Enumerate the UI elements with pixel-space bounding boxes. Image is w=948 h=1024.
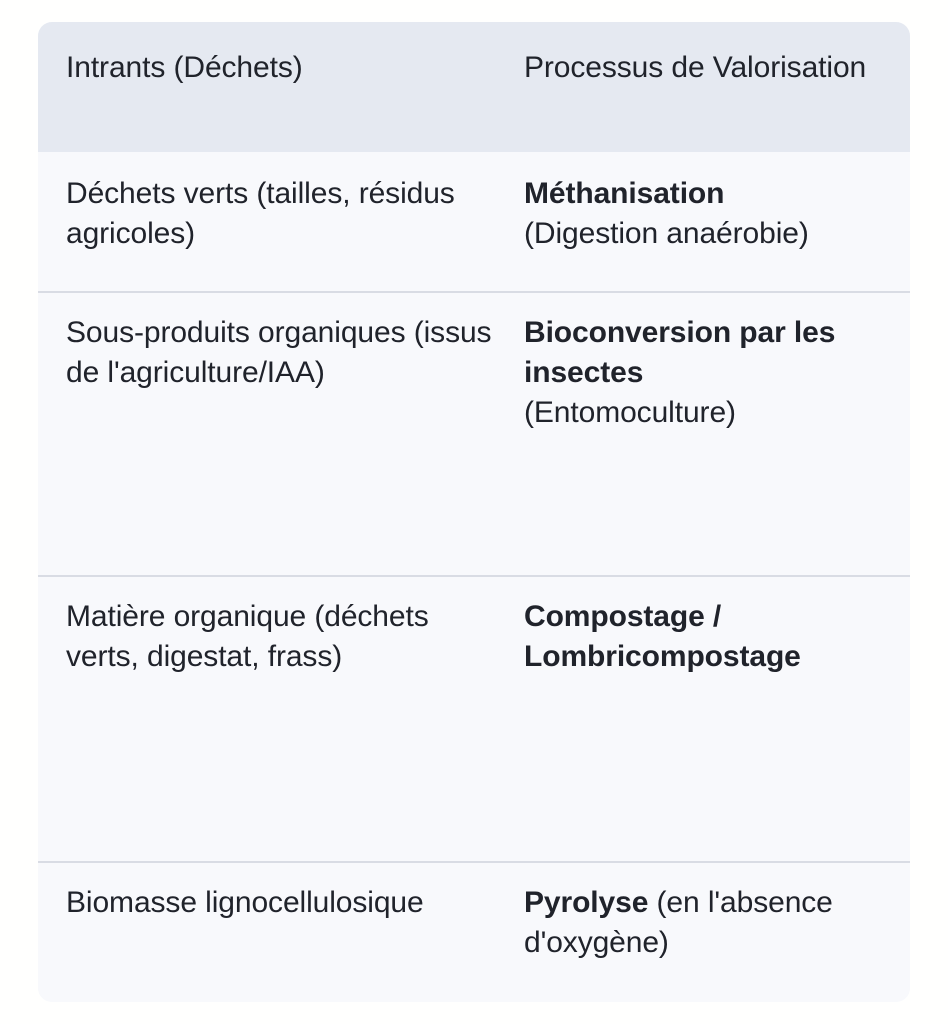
table-row (38, 152, 910, 292)
process-detail: (en l'absence d'oxygène) (524, 886, 833, 959)
cell-processus (512, 152, 910, 292)
cell-intrant: Sous-produits organiques (issus de l'agriculture/IAA) (38, 292, 512, 576)
cell-intrant: Déchets verts (tailles, résidus agricoles) (38, 152, 512, 292)
cell-intrant: Matière organique (déchets verts, digestat, frass) (38, 576, 512, 862)
process-name: Méthanisation (524, 177, 725, 210)
process-name: Compostage / Lombricompostage (524, 600, 801, 673)
cell-processus (512, 862, 910, 1002)
cell-processus (512, 292, 910, 576)
process-detail: (Digestion anaérobie) (524, 216, 809, 250)
valorisation-table-container (38, 22, 910, 1002)
cell-intrant: Biomasse lignocellulosique (38, 862, 512, 1002)
process-name: Pyrolyse (524, 886, 649, 919)
table-header-row (38, 22, 910, 152)
table-row (38, 292, 910, 576)
column-header-processus: Processus de Valorisation (512, 22, 910, 152)
valorisation-table (38, 22, 910, 1002)
column-header-intrants: Intrants (Déchets) (38, 22, 512, 152)
table-header (38, 22, 910, 152)
cell-processus (512, 576, 910, 862)
table-row (38, 576, 910, 862)
table-row (38, 862, 910, 1002)
process-detail: (Entomoculture) (524, 395, 736, 429)
process-name: Bioconversion par les insectes (524, 316, 836, 389)
table-body (38, 152, 910, 1002)
